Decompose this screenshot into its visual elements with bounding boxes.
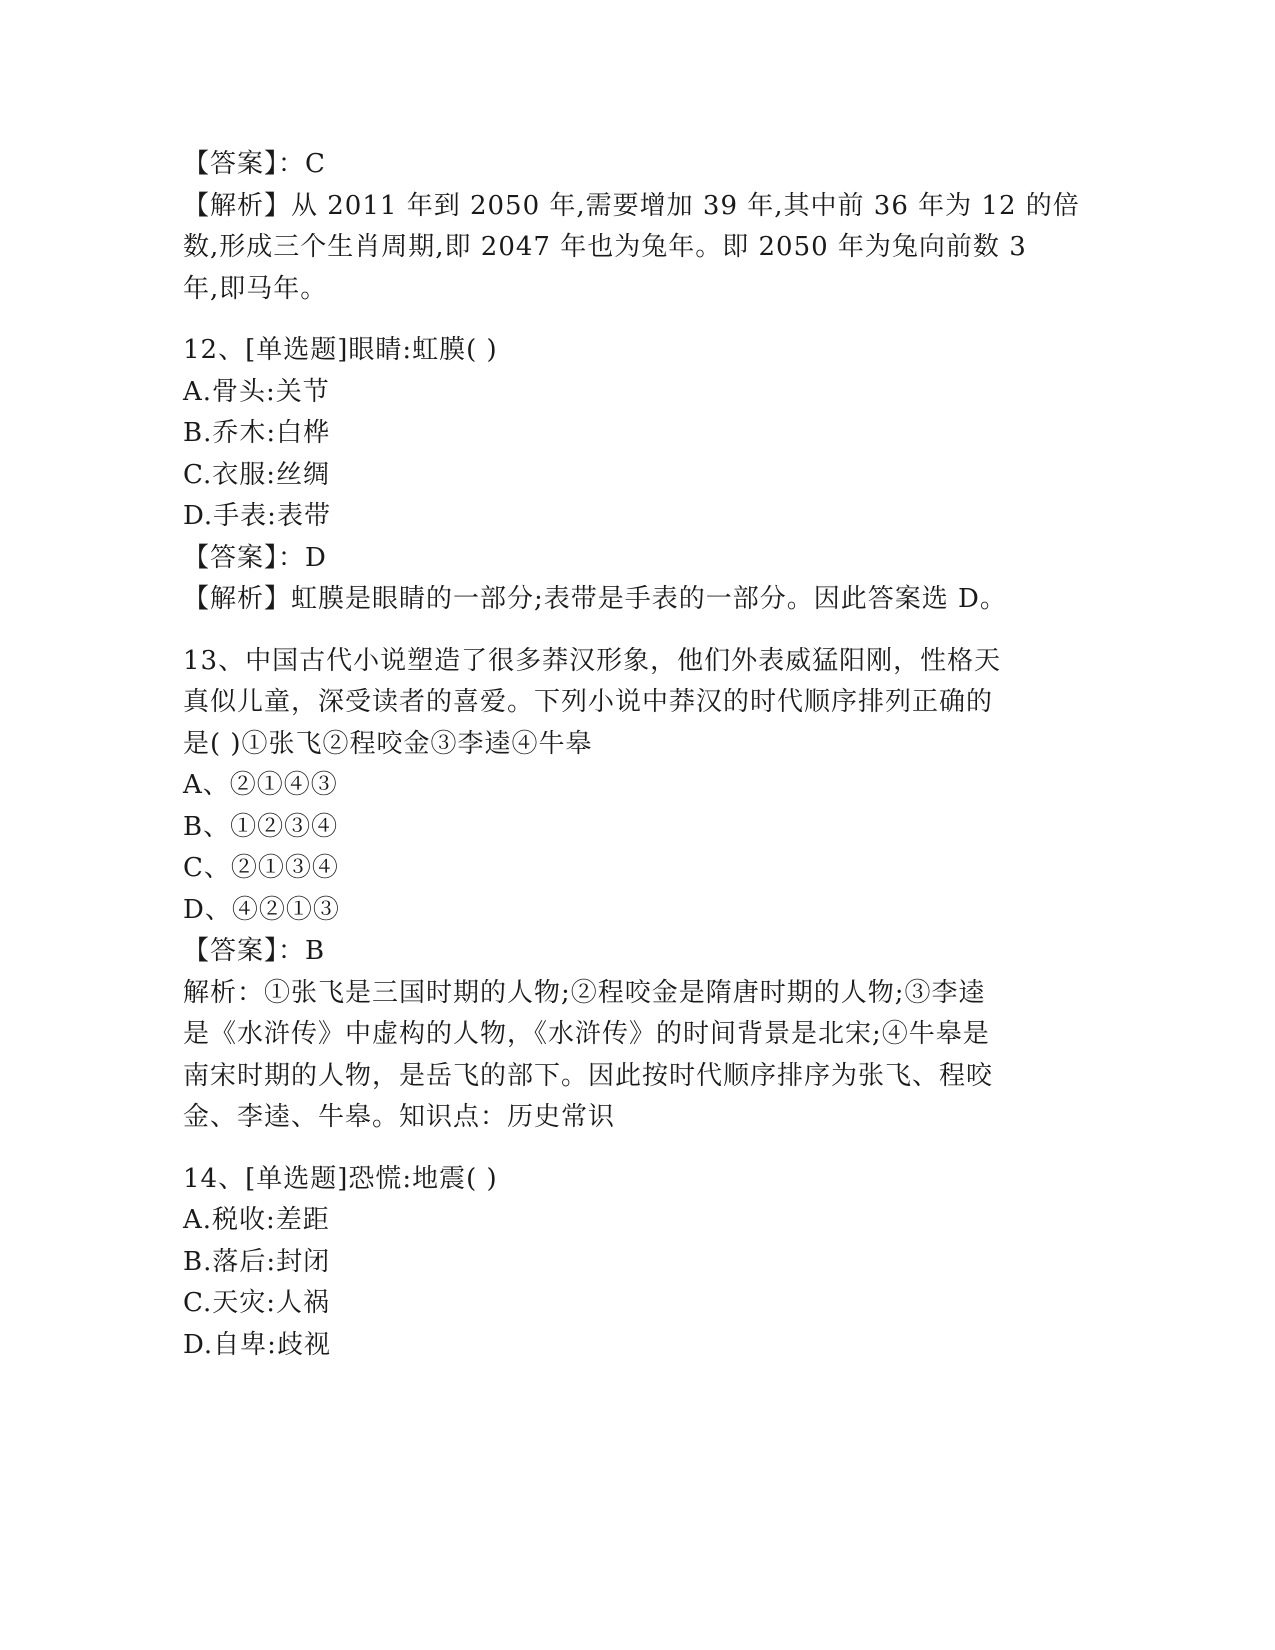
q13-option-b: B、①②③④ [183,811,339,842]
q13-option-c: C、②①③④ [183,853,339,883]
q12-option-d: D.手表:表带 [183,501,331,531]
q11-analysis-line: 数,形成三个生肖周期,即 2047 年也为兔年。即 2050 年为兔向前数 3 [183,232,1027,262]
q12-option-a: A.骨头:关节 [183,376,330,407]
q11-answer: 【答案】：C [183,149,326,179]
q14-option-d: D.自卑:歧视 [183,1329,331,1360]
q11-block [183,144,1083,310]
document-page [183,144,1083,1366]
q13-stem-line: 真似儿童，深受读者的喜爱。下列小说中莽汉的时代顺序排列正确的 [183,687,994,717]
spacer [183,1139,1083,1159]
q13-option-a: A、②①④③ [183,770,338,800]
q13-analysis-line: 南宋时期的人物，是岳飞的部下。因此按时代顺序排序为张飞、程咬 [183,1060,994,1091]
q12-stem: 12、[单选题]眼睛:虹膜( ) [183,335,498,365]
q11-analysis-line: 【解析】从 2011 年到 2050 年,需要增加 39 年,其中前 36 年为 12 的倍 [183,190,1080,221]
q13-answer: 【答案】：B [183,936,326,966]
q13-analysis-line: 解析：①张飞是三国时期的人物;②程咬金是隋唐时期的人物;③李逵 [183,977,986,1008]
spacer [183,310,1083,330]
spacer [183,621,1083,641]
q12-answer: 【答案】：D [183,542,327,573]
q14-block [183,1159,1083,1367]
q12-block [183,330,1083,621]
q13-option-d: D、④②①③ [183,894,340,925]
q13-stem-line: 13、中国古代小说塑造了很多莽汉形象，他们外表威猛阳刚，性格天 [183,645,1002,676]
q14-option-c: C.天灾:人祸 [183,1288,330,1318]
q12-option-b: B.乔木:白桦 [183,418,331,448]
q13-analysis-line: 是《水浒传》中虚构的人物，《水浒传》的时间背景是北宋;④牛皋是 [183,1019,990,1049]
q14-option-a: A.税收:差距 [183,1205,330,1235]
q11-analysis-line: 年,即马年。 [183,273,328,304]
q13-stem-line: 是( )①张飞②程咬金③李逵④牛皋 [183,728,593,759]
q14-option-b: B.落后:封闭 [183,1246,331,1277]
q14-stem: 14、[单选题]恐慌:地震( ) [183,1163,498,1194]
q13-analysis-line: 金、李逵、牛皋。知识点：历史常识 [183,1102,616,1132]
q12-option-c: C.衣服:丝绸 [183,459,330,490]
q13-block [183,641,1083,1139]
q12-analysis-line: 【解析】虹膜是眼睛的一部分;表带是手表的一部分。因此答案选 D。 [183,584,1007,614]
